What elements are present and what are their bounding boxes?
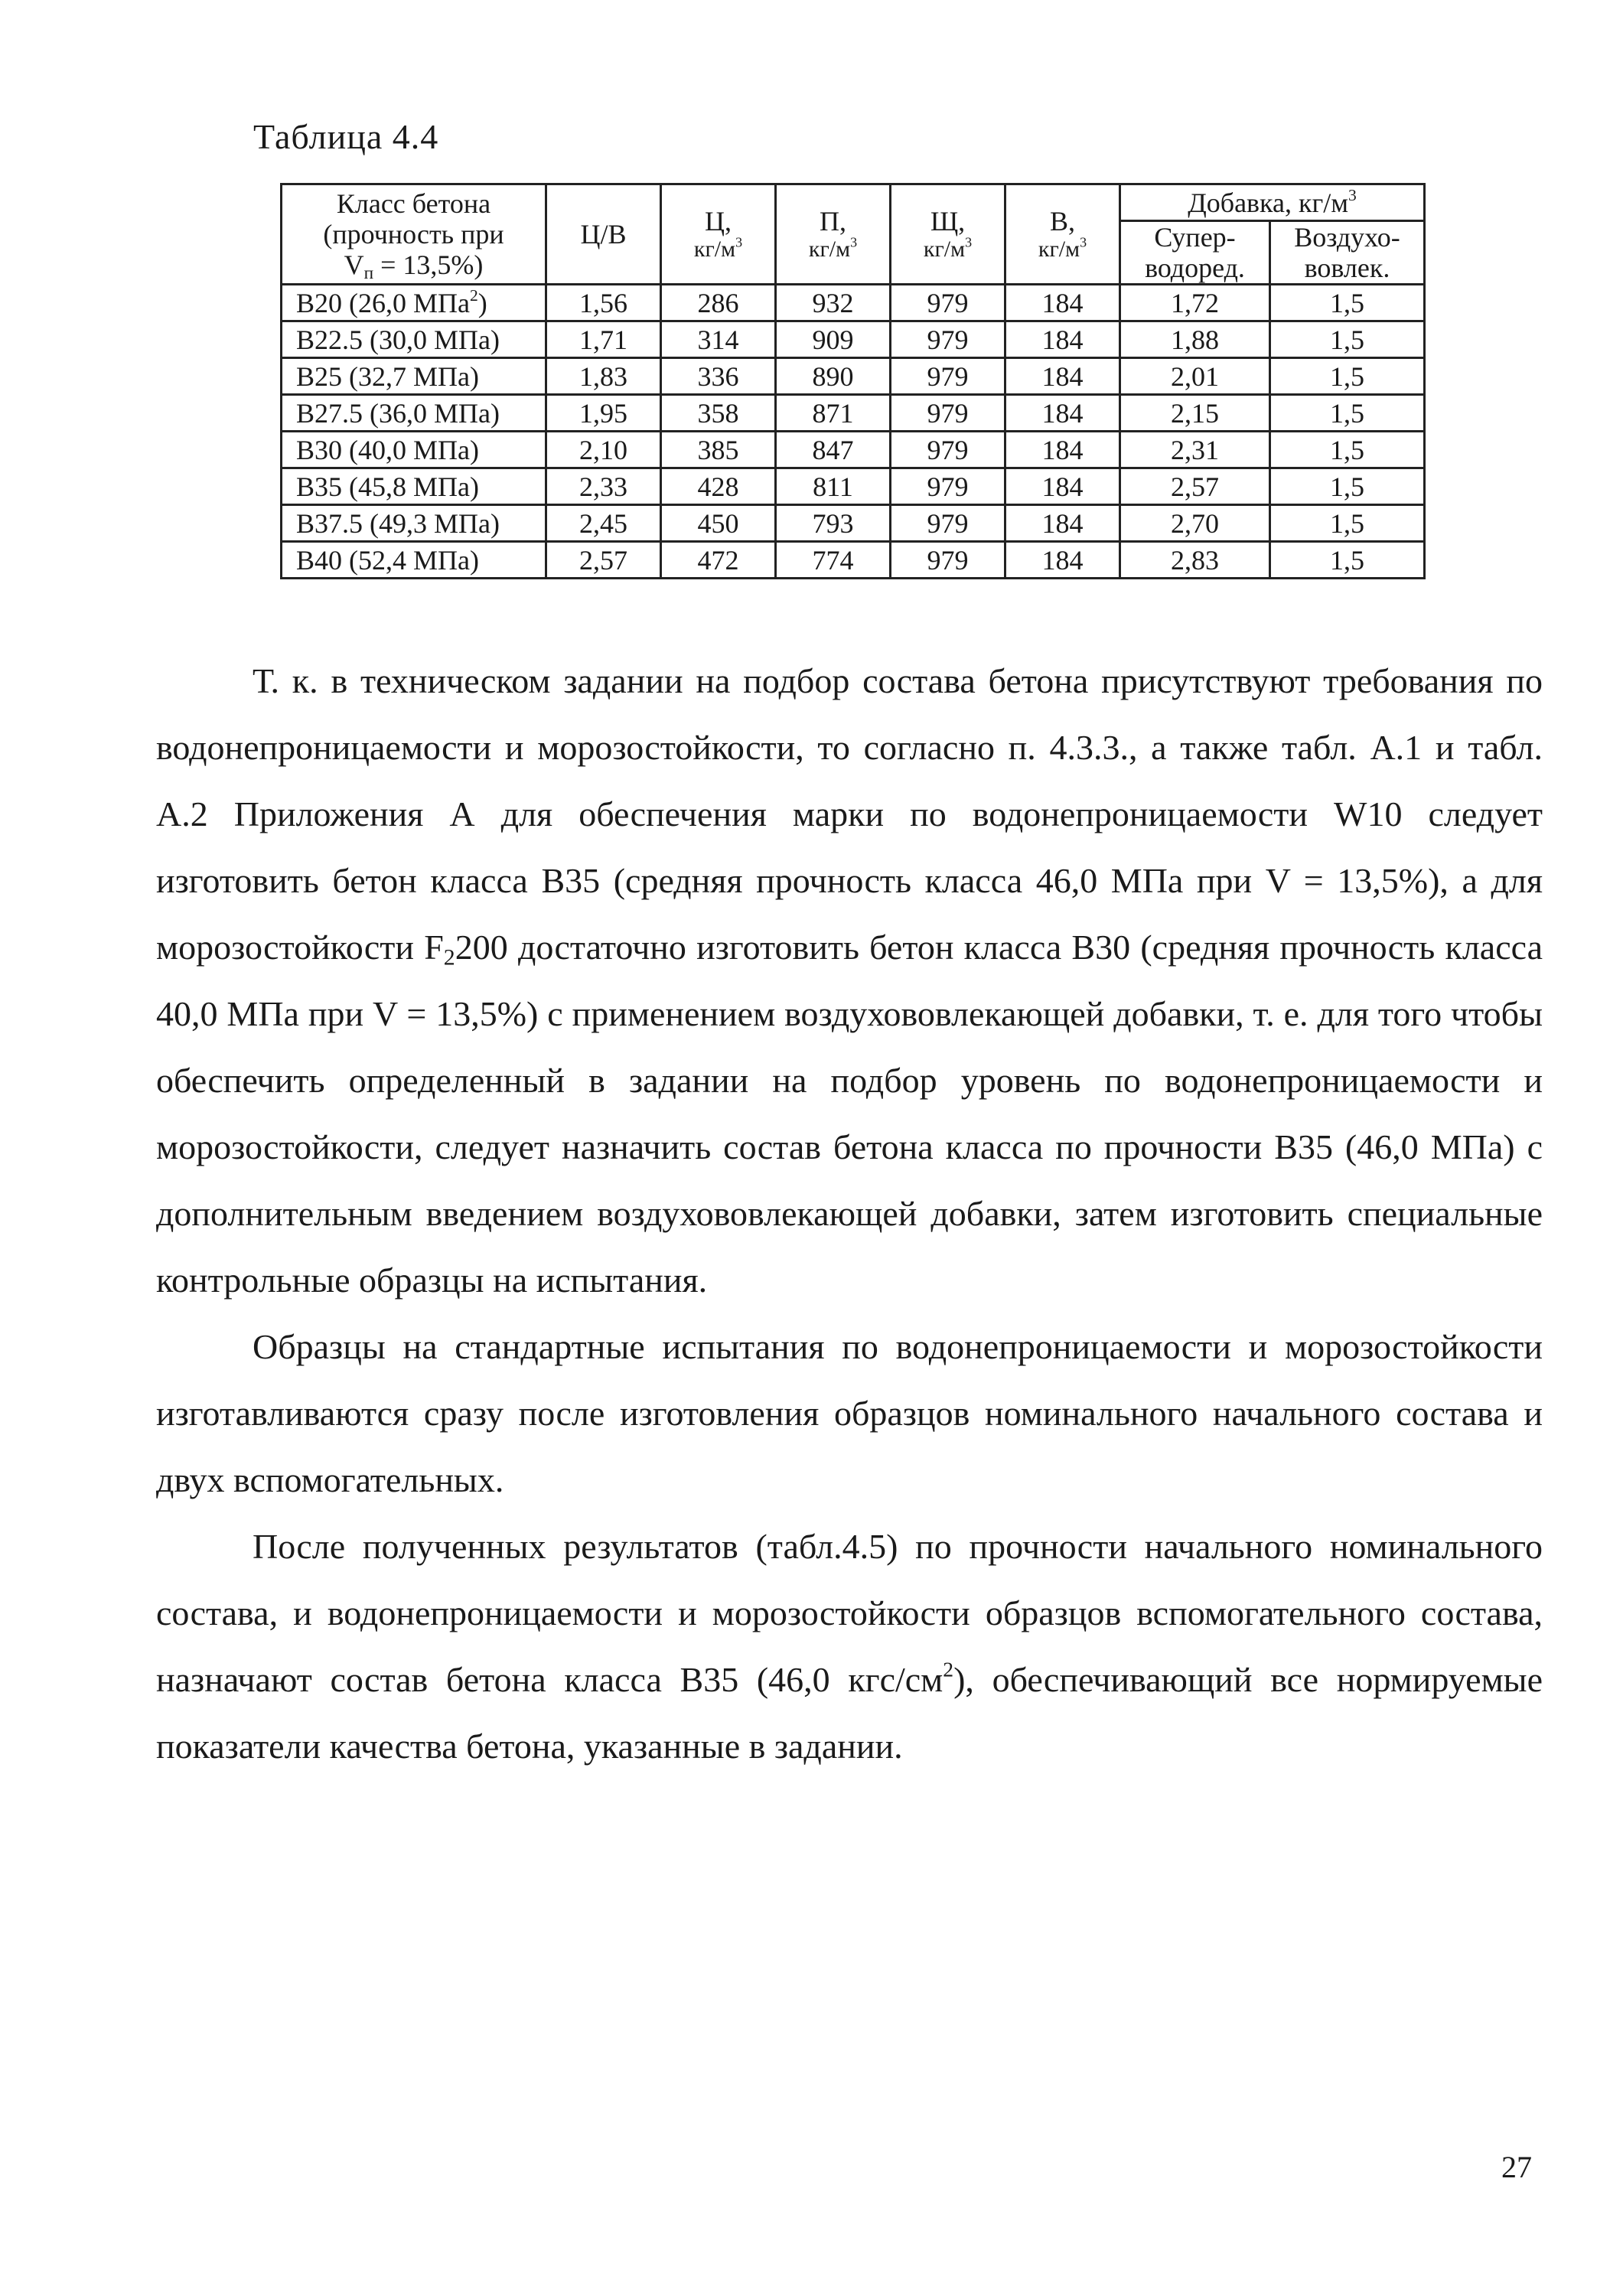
header-gravel: Щ, $кг/м^3$ xyxy=(891,184,1005,285)
table-row: В30 (40,0 МПа) 2,10 385 847 979 184 2,31 1,5 xyxy=(282,432,1425,468)
header-additive: Добавка, $кг/м^3$ xyxy=(1120,184,1425,221)
page-number: 27 xyxy=(1501,2150,1532,2184)
header-class: Класс бетона (прочность при $V_п = 13,5\%$) xyxy=(282,184,546,285)
paragraph-2: Образцы на стандартные испытания по водонепроницаемости и морозостойкости изготавливаются сразу после изготовления образцов номинального начального состава и двух вспомогательных. xyxy=(156,1327,1543,1499)
header-sand: П, $кг/м^3$ xyxy=(776,184,891,285)
header-superplasticizer: Супер- водоред. xyxy=(1120,221,1270,285)
body-text xyxy=(156,647,1543,1779)
table-row: В37.5 (49,3 МПа) 2,45 450 793 979 184 2,70 1,5 xyxy=(282,505,1425,542)
paragraph-3: После полученных результатов (табл.4.5) по прочности начального номинального состава, и водонепроницаемости и морозостойкости образцов вспомогательного состава, назначают состав бетона класса В35 (46,0 кгс/$см^2$), обеспечивающий все нормируемые показатели качества бетона, указанные в задании. xyxy=(156,1527,1543,1766)
concrete-mix-table xyxy=(280,183,1426,579)
paragraph-1: Т. к. в техническом задании на подбор состава бетона присутствуют требования по водонепроницаемости и морозостойкости, то согласно п. 4.3.3., а также табл. А.1 и табл. А.2 Приложения А для обеспечения марки по водонепроницаемости W10 следует изготовить бетон класса В35 (средняя прочность класса 46,0 МПа при V = 13,5%), а для морозостойкости $F_2200$ достаточно изготовить бетон класса В30 (средняя прочность класса 40,0 МПа при V = 13,5%) с применением воздухововлекающей добавки, т. е. для того чтобы обеспечить определенный в задании на подбор уровень по водонепроницаемости и морозостойкости, следует назначить состав бетона класса по прочности В35 (46,0 МПа) с дополнительным введением воздухововлекающей добавки, затем изготовить специальные контрольные образцы на испытания. xyxy=(156,661,1543,1300)
table-row: В35 (45,8 МПа) 2,33 428 811 979 184 2,57 1,5 xyxy=(282,468,1425,505)
table-caption: Таблица 4.4 xyxy=(253,117,439,156)
header-water: В, $кг/м^3$ xyxy=(1005,184,1120,285)
table-row: В20 (26,0 МПа$^2$) 1,56 286 932 979 184 1,72 1,5 xyxy=(282,285,1425,321)
header-cement: Ц, $кг/м^3$ xyxy=(661,184,776,285)
header-air-entraining: Воздухо- вовлек. xyxy=(1270,221,1425,285)
table-row: В27.5 (36,0 МПа) 1,95 358 871 979 184 2,15 1,5 xyxy=(282,395,1425,432)
table-row: В25 (32,7 МПа) 1,83 336 890 979 184 2,01 1,5 xyxy=(282,358,1425,395)
header-cw: Ц/В xyxy=(546,184,661,285)
table-row: В40 (52,4 МПа) 2,57 472 774 979 184 2,83 1,5 xyxy=(282,542,1425,579)
table-row: В22.5 (30,0 МПа) 1,71 314 909 979 184 1,88 1,5 xyxy=(282,321,1425,358)
